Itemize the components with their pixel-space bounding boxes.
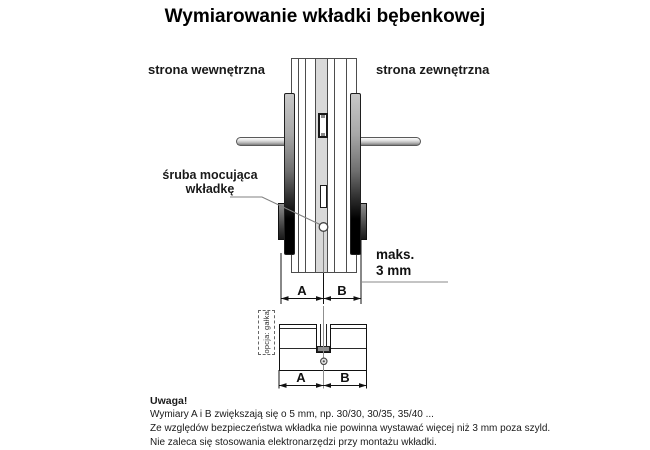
dim-b-lower: B [340, 370, 350, 385]
escutcheon-left [284, 93, 295, 255]
knob-option-box [258, 310, 275, 355]
spindle-rod-right [358, 137, 421, 146]
screw-label-line1: śruba mocująca [162, 168, 258, 182]
door-layer-line [298, 59, 299, 272]
notes-line: Ze względów bezpieczeństwa wkładka nie powinna wystawać więcej niż 3 mm poza szyld. [150, 423, 551, 434]
notes-block [150, 394, 550, 450]
spindle-rod-left [236, 137, 286, 146]
cylinder-channel [315, 59, 328, 272]
dim-a-lower: A [296, 370, 306, 385]
escutcheon-right [350, 93, 361, 255]
cam-notch-bottom [321, 133, 325, 136]
label-outer-side: strona zewnętrzna [376, 62, 490, 77]
max-label-line1: maks. [376, 247, 415, 262]
door-layer-line [334, 59, 335, 272]
cam-notch-top [321, 115, 325, 118]
keyway-detail [320, 185, 327, 208]
fixing-lug-right [360, 203, 367, 240]
door-section [291, 58, 357, 273]
dim-a-main: A [297, 283, 307, 298]
max-label-line2: 3 mm [376, 263, 412, 278]
knob-option-label: opcja: gałka [262, 311, 271, 354]
cam-slot-detail [318, 113, 328, 138]
screw-label [155, 168, 265, 196]
notes-line: Wymiary A i B zwiększają się o 5 mm, np. 30/30, 30/35, 35/40 ... [150, 409, 434, 420]
door-layer-line [346, 59, 347, 272]
page-title: Wymiarowanie wkładki bębenkowej [164, 6, 486, 27]
cam-opening-inner [320, 324, 327, 347]
max-protrusion-label [376, 247, 414, 279]
screw-label-line2: wkładkę [185, 182, 235, 196]
dim-b-main: B [337, 283, 347, 298]
door-layer-line [305, 59, 306, 272]
notes-line: Nie zaleca się stosowania elektronarzędzi przy montażu wkładki. [150, 437, 437, 448]
notes-heading: Uwaga! [150, 395, 188, 407]
label-inner-side: strona wewnętrzna [148, 62, 266, 77]
